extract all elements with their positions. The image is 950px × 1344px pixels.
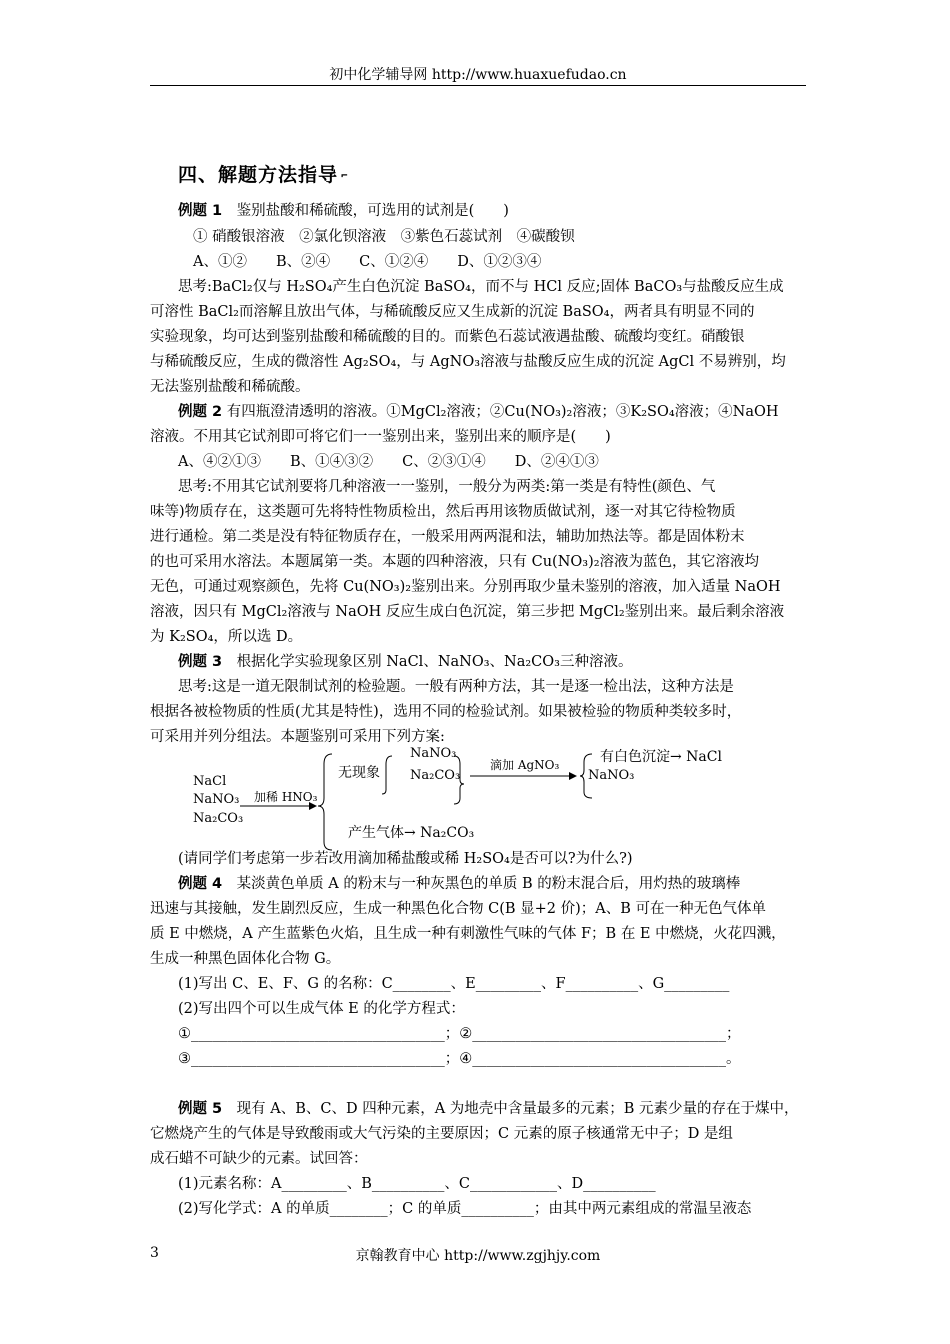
ex2-think-2: 味等)物质存在，这类题可先将特性物质检出，然后再用该物质做试剂，逐一对其它待检物质 xyxy=(150,504,736,520)
section-title-text: 四、解题方法指导 xyxy=(178,164,339,186)
ex5-question-3: 成石蜡不可缺少的元素。试回答： xyxy=(150,1151,368,1167)
ex2-think-6: 溶液，因只有 MgCl₂溶液与 NaOH 反应生成白色沉淀，第三步把 MgCl₂鉴别出来。最后剩余溶液 xyxy=(150,604,785,620)
ex1-question xyxy=(178,200,808,222)
page-footer: 京翰教育中心 http://www.zgjhjy.com xyxy=(355,1248,601,1264)
ex5-question-2: 它燃烧产生的气体是导致酸雨或大气污染的主要原因；C 元素的原子核通常无中子；D 是组 xyxy=(150,1126,733,1142)
footer-page-number: 3 xyxy=(150,1245,159,1261)
ex2-think-7: 为 K₂SO₄，所以选 D。 xyxy=(150,629,303,645)
ex1-label: 例题 1 xyxy=(178,203,223,219)
result-white-precipitate: 有白色沉淀→ NaCl xyxy=(600,749,722,765)
ex5-question-1 xyxy=(178,1098,808,1120)
ex2-think-1: 思考:不用其它试剂要将几种溶液一一鉴别，一般分为两类:第一类是有特性(颜色、气 xyxy=(178,479,716,495)
result-nano3: NaNO₃ xyxy=(588,768,635,783)
ex4-question-1 xyxy=(178,873,808,895)
ex3-label: 例题 3 xyxy=(178,654,223,670)
ex4-equations-row2: ③___________________________________；④___________________________________。 xyxy=(178,1051,741,1067)
ex2-label: 例题 2 xyxy=(178,404,223,420)
ex4-question-2: 迅速与其接触，发生剧烈反应，生成一种黑色化合物 C(B 显+2 价)；A、B 可在一种无色气体单 xyxy=(150,901,766,917)
ex2-think-5: 无色，可通过观察颜色，先将 Cu(NO₃)₂鉴别出来。分别再取少量未鉴别的溶液，加入适量 NaOH xyxy=(150,579,781,595)
ex1-options: A、①② B、②④ C、①②④ D、①②③④ xyxy=(193,254,542,270)
group-na2co3: Na₂CO₃ xyxy=(410,768,461,783)
ex2-think-3: 进行通检。第二类是没有特征物质存在，一般采用两两混和法，辅助加热法等。都是固体粉末 xyxy=(150,529,745,545)
ex4-equations-row1: ①___________________________________；②___________________________________； xyxy=(178,1026,741,1042)
ex4-question-3: 质 E 中燃烧，A 产生蓝紫色火焰，且生成一种有刺激性气味的气体 F；B 在 E 中燃烧，火花四溅， xyxy=(150,926,786,942)
step2-label: 滴加 AgNO₃ xyxy=(490,758,560,772)
ex1-think-4: 与稀硫酸反应，生成的微溶性 Ag₂SO₄，与 AgNO₃溶液与盐酸反应生成的沉淀 AgCl 不易辨别，均 xyxy=(150,354,786,370)
ex5-q2: (2)写化学式：A 的单质________；C 的单质__________；由其中两元素组成的常温呈液态 xyxy=(178,1201,752,1217)
ex2-question-text: 有四瓶澄清透明的溶液。①MgCl₂溶液；②Cu(NO₃)₂溶液；③K₂SO₄溶液；④NaOH xyxy=(226,404,779,420)
group-nano3: NaNO₃ xyxy=(410,746,457,761)
header-rule xyxy=(150,85,806,86)
ex2-options: A、④②①③ B、①④③② C、②③①④ D、②④①③ xyxy=(178,454,599,470)
ex3-note: (请同学们考虑第一步若改用滴加稀盐酸或稀 H₂SO₄是否可以?为什么?) xyxy=(178,851,633,867)
gas-result: 产生气体→ Na₂CO₃ xyxy=(348,825,475,841)
ex4-label: 例题 4 xyxy=(178,876,223,892)
ex3-question xyxy=(178,651,808,673)
ex1-think-5: 无法鉴别盐酸和稀硫酸。 xyxy=(150,379,310,395)
ex3-scheme-diagram xyxy=(180,740,780,860)
ex2-think-4: 的也可采用水溶法。本题属第一类。本题的四种溶液，只有 Cu(NO₃)₂溶液为蓝色，其它溶液均 xyxy=(150,554,760,570)
ex4-q2: (2)写出四个可以生成气体 E 的化学方程式： xyxy=(178,1001,465,1017)
ex2-question-1 xyxy=(178,401,808,423)
ex4-question-4: 生成一种黑色固体化合物 G。 xyxy=(150,951,341,967)
ex1-question-text: 鉴别盐酸和稀硫酸，可选用的试剂是( ) xyxy=(236,203,509,219)
brace-left-group xyxy=(382,756,392,794)
section-title xyxy=(178,160,349,187)
ex1-think-3: 实验现象，均可达到鉴别盐酸和稀硫酸的目的。而紫色石蕊试液遇盐酸、硫酸均变红。硝酸银 xyxy=(150,329,745,345)
ex5-label: 例题 5 xyxy=(178,1101,223,1117)
ex3-question-text: 根据化学实验现象区别 NaCl、NaNO₃、Na₂CO₃三种溶液。 xyxy=(236,654,633,670)
start-nacl: NaCl xyxy=(193,774,227,789)
ex4-question-text: 某淡黄色单质 A 的粉末与一种灰黑色的单质 B 的粉末混合后，用灼热的玻璃棒 xyxy=(236,876,741,892)
ex3-think-2: 根据各被检物质的性质(尤其是特性)，选用不同的检验试剂。如果被检验的物质种类较多时， xyxy=(150,704,742,720)
start-na2co3: Na₂CO₃ xyxy=(193,811,244,826)
ex5-q1: (1)元素名称：A_________、B__________、C____________、D__________ xyxy=(178,1176,656,1192)
paragraph-mark-icon: ⌐ xyxy=(341,169,349,182)
brace-split xyxy=(318,754,332,850)
ex5-question-text: 现有 A、B、C、D 四种元素，A 为地壳中含量最多的元素；B 元素少量的存在于煤中， xyxy=(236,1101,799,1117)
ex4-q1: (1)写出 C、E、F、G 的名称：C________、E_________、F__________、G_________ xyxy=(178,976,730,992)
no-change-label: 无现象 xyxy=(338,765,380,781)
ex1-reagents: ① 硝酸银溶液 ②氯化钡溶液 ③紫色石蕊试剂 ④碳酸钡 xyxy=(193,229,575,245)
page-header: 初中化学辅导网 http://www.huaxuefudao.cn xyxy=(329,67,627,83)
ex2-question-2: 溶液。不用其它试剂即可将它们一一鉴别出来，鉴别出来的顺序是( ) xyxy=(150,429,611,445)
step1-label: 加稀 HNO₃ xyxy=(254,790,318,804)
ex3-think-1: 思考:这是一道无限制试剂的检验题。一般有两种方法，其一是逐一检出法，这种方法是 xyxy=(178,679,734,695)
ex3-think-3: 可采用并列分组法。本题鉴别可采用下列方案: xyxy=(150,729,445,745)
ex1-think-1: 思考:BaCl₂仅与 H₂SO₄产生白色沉淀 BaSO₄，而不与 HCl 反应;固体 BaCO₃与盐酸反应生成 xyxy=(178,279,784,295)
ex1-think-2: 可溶性 BaCl₂而溶解且放出气体，与稀硫酸反应又生成新的沉淀 BaSO₄，两者具有明显不同的 xyxy=(150,304,755,320)
start-nano3: NaNO₃ xyxy=(193,792,240,807)
